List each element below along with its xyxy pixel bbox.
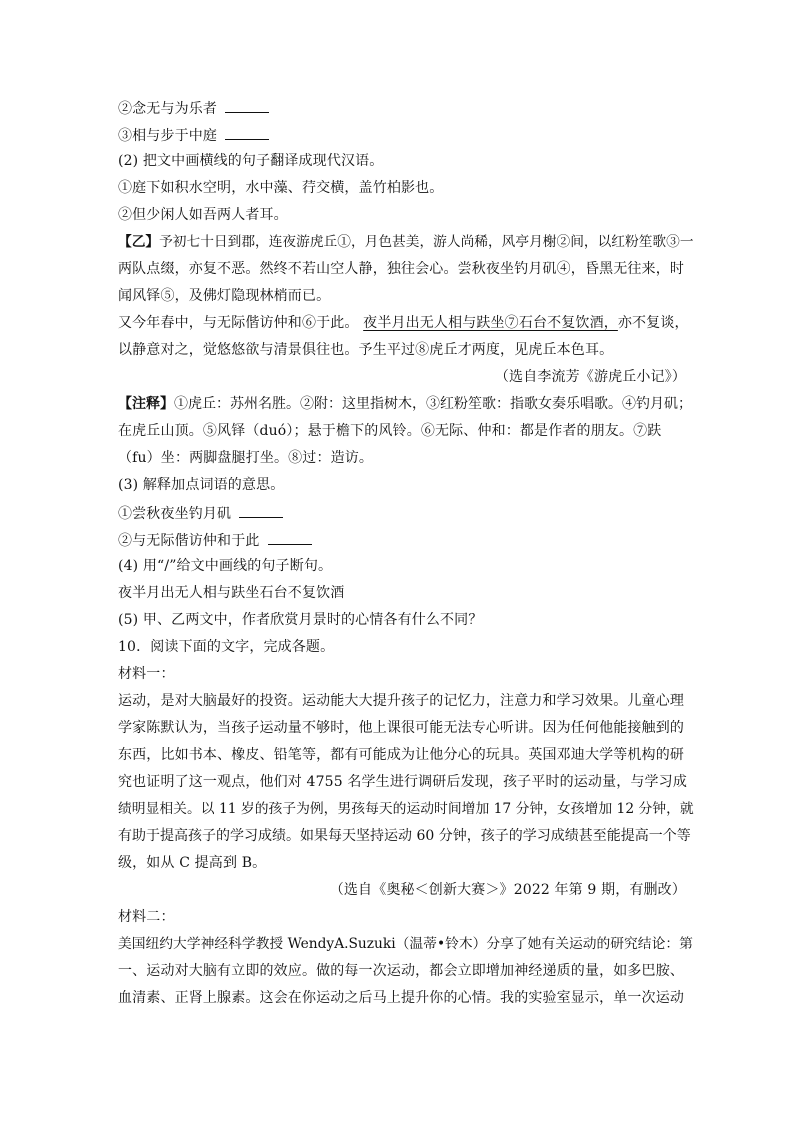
material-1-label: 材料一： <box>118 666 175 682</box>
material-1-line: 绩明显相关。以 11 岁的孩子为例，男孩每天的运动时间增加 17 分钟，女孩增加 12 分钟，就 <box>118 801 694 817</box>
passage-yi-marker: 【乙】 <box>118 234 160 250</box>
material-1-line: 究也证明了这一观点，他们对 4755 名学生进行调研后发现，孩子平时的运动量，与学习成 <box>118 774 687 790</box>
material-1-line: 东西，比如书本、橡皮、铅笔等，都有可能成为让他分心的玩具。英国邓迪大学等机构的研 <box>118 747 684 763</box>
material-2-line: 美国纽约大学神经科学教授 WendyA.Suzuki（温蒂•铃木）分享了她有关运动的研究结论：第 <box>118 936 693 952</box>
material-1-line: 运动，是对大脑最好的投资。运动能大大提升孩子的记忆力，注意力和学习效果。儿童心理 <box>118 693 684 709</box>
notes-marker: 【注释】 <box>118 396 174 412</box>
passage-yi-line <box>118 314 689 332</box>
answer-blank[interactable] <box>239 503 283 518</box>
question-3-title: (3) 解释加点词语的意思。 <box>118 477 285 493</box>
answer-blank[interactable] <box>268 530 312 545</box>
material-2-label: 材料二： <box>118 909 175 925</box>
notes-line: （fu）坐：两脚盘腿打坐。⑧过：造访。 <box>118 450 374 466</box>
material-1-line: 有助于提高孩子的学习成绩。如果每天坚持运动 60 分钟，孩子的学习成绩甚至能提高一个等 <box>118 828 691 844</box>
question-2-title: (2) 把文中画横线的句子翻译成现代汉语。 <box>118 153 384 169</box>
question-4-title: (4) 用“/”给文中画线的句子断句。 <box>118 558 333 574</box>
passage-text: 予初七十日到郡，连夜游虎丘①，月色甚美，游人尚稀，风亭月榭②间，以红粉笙歌③一 <box>159 234 694 250</box>
notes-text: ①虎丘：苏州名胜。②附：这里指树木，③红粉笙歌：指歌女奏乐唱歌。④钓月矶； <box>174 396 692 412</box>
question-5-title: (5) 甲、乙两文中，作者欣赏月景时的心情各有什么不同？ <box>118 612 483 628</box>
notes-line <box>118 395 692 413</box>
question-text: ②念无与为乐者 <box>118 101 218 117</box>
passage-text: 又今年春中，与无际偕访仲和⑥于此。 <box>118 315 359 331</box>
translation-sentence-1: ①庭下如积水空明，水中藻、荇交横，盖竹柏影也。 <box>118 180 444 196</box>
underlined-sentence: 夜半月出无人相与趺坐⑦石台不复饮酒， <box>363 315 618 331</box>
question-4-text: 夜半月出无人相与趺坐石台不复饮酒 <box>118 585 345 601</box>
question-text: ①尝秋夜坐钓月矶 <box>118 506 232 522</box>
material-2-line: 一、运动对大脑有立即的效应。做的每一次运动，都会立即增加神经递质的量，如多巴胺、 <box>118 963 684 979</box>
answer-blank[interactable] <box>225 98 269 113</box>
answer-blank[interactable] <box>225 125 269 140</box>
question-item <box>118 530 312 550</box>
question-text: ②与无际偕访仲和于此 <box>118 533 260 549</box>
question-text: ③相与步于中庭 <box>118 128 218 144</box>
material-1-line: 学家陈默认为，当孩子运动量不够时，他上课很可能无法专心听讲。因为任何他能接触到的 <box>118 720 684 736</box>
question-10-title: 10．阅读下面的文字，完成各题。 <box>118 639 335 655</box>
passage-yi-line <box>118 233 694 251</box>
material-1-line: 级，如从 C 提高到 B。 <box>118 855 267 871</box>
passage-yi-line: 闻风铎⑤，及佛灯隐现林梢而已。 <box>118 288 331 304</box>
passage-text: 亦不复谈， <box>617 315 689 331</box>
translation-sentence-2: ②但少闲人如吾两人者耳。 <box>118 207 288 223</box>
passage-yi-line: 以静意对之，觉悠悠欲与清景俱往也。予生平过⑧虎丘才两度，见虎丘本色耳。 <box>118 342 614 358</box>
passage-yi-line: 两队点缀，亦复不恶。然终不若山空人静，独往会心。尝秋夜坐钓月矶④，昏黑无往来，时 <box>118 261 684 277</box>
notes-line: 在虎丘山顶。⑤风铎（duó）；悬于檐下的风铃。⑥无际、仲和：都是作者的朋友。⑦趺 <box>118 423 662 439</box>
question-item-3 <box>118 125 269 145</box>
question-item-2 <box>118 98 269 118</box>
question-item <box>118 503 283 523</box>
passage-source: （选自李流芳《游虎丘小记》） <box>494 369 686 385</box>
material-1-source: （选自《奥秘＜创新大赛＞》2022 年第 9 期，有删改） <box>329 882 686 898</box>
material-2-line: 血清素、正肾上腺素。这会在你运动之后马上提升你的心情。我的实验室显示，单一次运动 <box>118 990 684 1006</box>
